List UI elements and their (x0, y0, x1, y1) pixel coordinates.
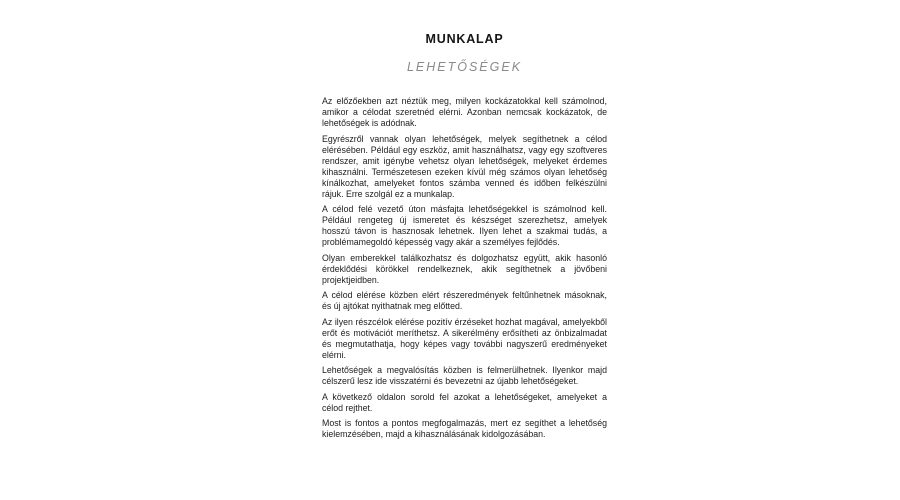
page-title: MUNKALAP (425, 32, 504, 46)
paragraph: A célod elérése közben elért részeredmények feltűnhetnek másoknak, és új ajtókat nyithatnak meg előtted. (322, 290, 607, 311)
document-column (322, 32, 607, 445)
paragraph: A célod felé vezető úton másfajta lehetőségekkel is számolnod kell. Például rengeteg új ismeretet és készséget szerezhetsz, amelyek hosszú távon is hasznosak lehetnek. Ilyen lehet a szakmai tudás, a problémamegoldó képesség vagy akár a személyes fejlődés. (322, 204, 607, 247)
paragraph: Egyrészről vannak olyan lehetőségek, melyek segíthetnek a célod elérésében. Például egy eszköz, amit használhatsz, vagy egy szoftveres rendszer, amit igénybe vehetsz olyan lehetőségek, melyeket érdemes kihasználni. Természetesen ezeken kívül még számos olyan lehetőség kínálkozhat, amelyeket fontos számba venned és időben felkészülni rájuk. Erre szolgál ez a munkalap. (322, 133, 607, 199)
paragraph: Az ilyen részcélok elérése pozitív érzéseket hozhat magával, amelyekből erőt és motivációt meríthetsz. A sikerélmény erősítheti az önbizalmadat és megmutathatja, hogy képes vagy további nagyszerű eredményeket elérni. (322, 316, 607, 360)
paragraph: Lehetőségek a megvalósítás közben is felmerülhetnek. Ilyenkor majd célszerű lesz ide visszatérni és bevezetni az újabb lehetőségeket. (322, 365, 607, 386)
paragraph: Most is fontos a pontos megfogalmazás, mert ez segíthet a lehetőség kielemzésében, majd a kihasználásának kidolgozásában. (322, 418, 607, 439)
body-text (322, 96, 607, 440)
paragraph: Az előzőekben azt néztük meg, milyen kockázatokkal kell számolnod, amikor a célodat szeretnéd elérni. Azonban nemcsak kockázatok, de lehetőségek is adódnak. (322, 96, 607, 128)
paragraph: Olyan emberekkel találkozhatsz és dolgozhatsz együtt, akik hasonló érdeklődési körökkel rendelkeznek, akik segíthetnek a jövőbeni projektjeidben. (322, 252, 607, 285)
paragraph: A következő oldalon sorold fel azokat a lehetőségeket, amelyeket a célod rejthet. (322, 391, 607, 413)
page-subtitle: LEHETŐSÉGEK (406, 60, 523, 74)
